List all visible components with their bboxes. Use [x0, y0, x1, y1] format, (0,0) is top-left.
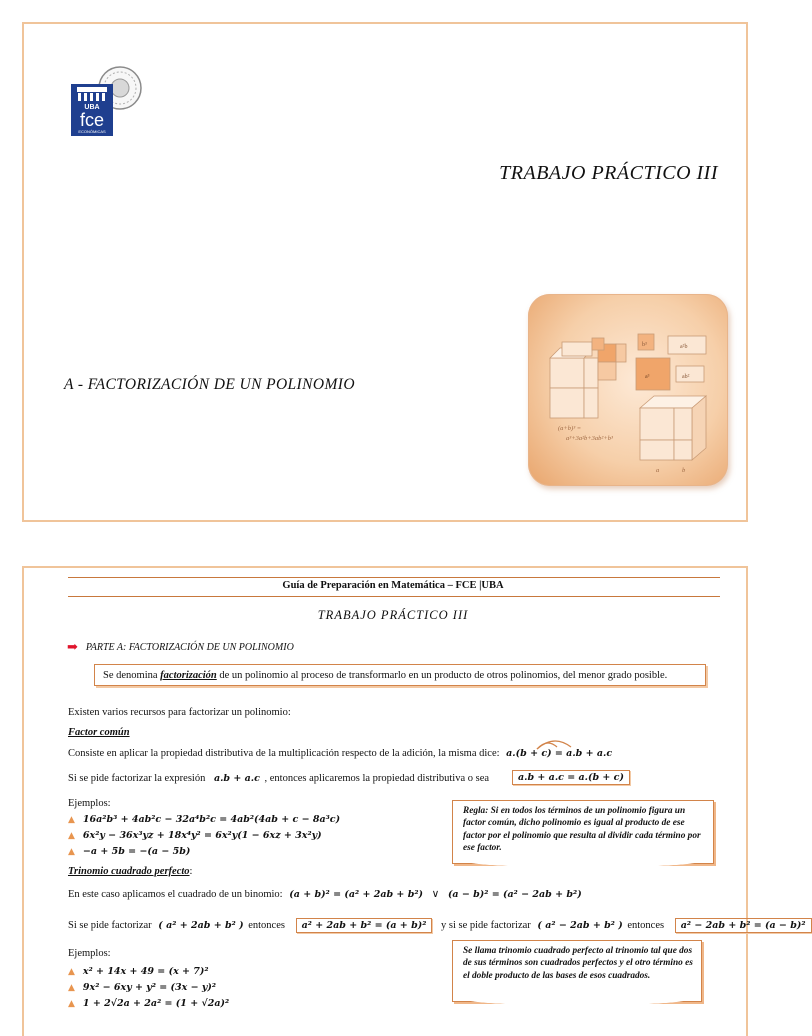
trinomio-note: Se llama trinomio cuadrado perfecto al trinomio tal que dos de sus términos son cuadrados perfectos y el otro término es el doble producto de las bases de esos cuadrados. — [452, 940, 702, 1002]
binomial-square-plus: (a + b)² = (a² + 2ab + b²) — [289, 889, 423, 900]
red-arrow-icon: ➡ — [67, 639, 78, 654]
factor-comun-request — [68, 773, 489, 784]
definition-post: de un polinomio al proceso de transformarlo en un producto de otros polinomios, del menor grado posible. — [216, 670, 668, 681]
factor-comun-desc-text: Consiste en aplicar la propiedad distributiva de la multiplicación respecto de la adición, la misma dice: — [68, 748, 500, 759]
svg-text:fce: fce — [79, 110, 105, 130]
list-item: ▲ 1 + 2√2a + 2a² = (1 + √2a)² — [68, 998, 230, 1009]
list-item: ▲ −a + 5b = −(a − 5b) — [68, 846, 191, 857]
svg-text:ECONÓMICAS: ECONÓMICAS — [78, 129, 106, 134]
svg-text:a: a — [656, 467, 660, 474]
definition-term: factorización — [160, 670, 217, 681]
trinomio-desc-text: En este caso aplicamos el cuadrado de un binomio: — [68, 889, 283, 900]
bullet-icon: ▲ — [68, 983, 75, 993]
factor-comun-examples — [68, 812, 340, 860]
cover-subtitle: A - FACTORIZACIÓN DE UN POLINOMIO — [64, 376, 355, 393]
svg-text:a²b: a²b — [680, 344, 688, 350]
page-header: Guía de Preparación en Matemática – FCE |UBA — [282, 580, 504, 591]
header-rule-bottom — [68, 596, 720, 597]
trinomio-heading: Trinomio cuadrado perfecto — [68, 866, 190, 877]
page-title: TRABAJO PRÁCTICO III — [317, 608, 469, 622]
bullet-icon: ▲ — [68, 999, 75, 1009]
list-item: ▲ x² + 14x + 49 = (x + 7)² — [68, 966, 209, 977]
trinomio-result-box-1: a² + 2ab + b² = (a + b)² — [296, 918, 433, 933]
bullet-icon: ▲ — [68, 831, 75, 841]
list-item: ▲ 16a²b³ + 4ab²c − 32a⁴b²c = 4ab²(4ab + c − 8a³c) — [68, 814, 341, 825]
trinomio-examples — [68, 964, 229, 1012]
cover-title: TRABAJO PRÁCTICO III — [499, 162, 718, 184]
svg-text:ab²: ab² — [682, 374, 690, 380]
part-a-heading — [67, 639, 294, 655]
svg-text:b³: b³ — [642, 342, 647, 348]
definition-pre: Se denomina — [103, 670, 161, 681]
content-page — [22, 566, 806, 1036]
list-item: ▲ 9x² − 6xy + y² = (3x − y)² — [68, 982, 217, 993]
request-post: , entonces aplicaremos la propiedad distributiva o sea — [264, 773, 490, 784]
header-rule-top — [68, 577, 720, 578]
fce-uba-logo — [69, 64, 149, 140]
svg-text:(a+b)³ =: (a+b)³ = — [558, 425, 582, 432]
factor-comun-result-box: a.b + a.c = a.(b + c) — [512, 770, 630, 785]
request-expr: a.b + a.c — [213, 773, 260, 784]
binomial-square-minus: (a − b)² = (a² − 2ab + b²) — [447, 889, 582, 900]
intro-text: Existen varios recursos para factorizar un polinomio: — [68, 707, 291, 718]
trinomio-result-box-2: a² − 2ab + b² = (a − b)² — [675, 918, 812, 933]
factor-comun-description — [68, 748, 612, 759]
or-connector: ∨ — [431, 889, 440, 900]
svg-text:a³: a³ — [645, 374, 650, 380]
request-pre: Si se pide factorizar la expresión — [68, 773, 206, 784]
bullet-icon: ▲ — [68, 815, 75, 825]
cover-page — [22, 22, 748, 522]
examples-label-1: Ejemplos: — [68, 798, 111, 809]
svg-text:a³+3a²b+3ab²+b³: a³+3a²b+3ab²+b³ — [566, 435, 613, 442]
rule-note: Regla: Si en todos los términos de un polinomio figura un factor común, dicho polinomio es igual al producto de ese factor por el polinomio que resulta al dividir cada término por ese factor. — [452, 800, 714, 864]
definition-box — [94, 664, 706, 686]
distributive-arrows-icon — [534, 738, 576, 750]
trinomio-heading-line: Trinomio cuadrado perfecto: — [68, 866, 193, 877]
svg-text:b: b — [682, 467, 686, 474]
bullet-icon: ▲ — [68, 847, 75, 857]
bullet-icon: ▲ — [68, 967, 75, 977]
examples-label-2: Ejemplos: — [68, 948, 111, 959]
svg-text:UBA: UBA — [84, 104, 100, 111]
binomial-cube-image — [528, 294, 728, 486]
factor-comun-heading: Factor común — [68, 727, 130, 738]
part-a-title: PARTE A: FACTORIZACIÓN DE UN POLINOMIO — [85, 641, 294, 653]
distributive-property: a.(b + c) = a.b + a.c — [506, 748, 613, 759]
list-item: ▲ 6x²y − 36x³yz + 18x⁴y² = 6x²y(1 − 6xz + 3x²y) — [68, 830, 322, 841]
trinomio-request-line: Si se pide factorizar ( a² + 2ab + b² ) entonces a² + 2ab + b² = (a + b)² y si se pide factorizar ( a² − 2ab + b² ) entonces a² − 2ab + b² = (a − b)² — [68, 920, 812, 931]
trinomio-description — [68, 888, 582, 900]
